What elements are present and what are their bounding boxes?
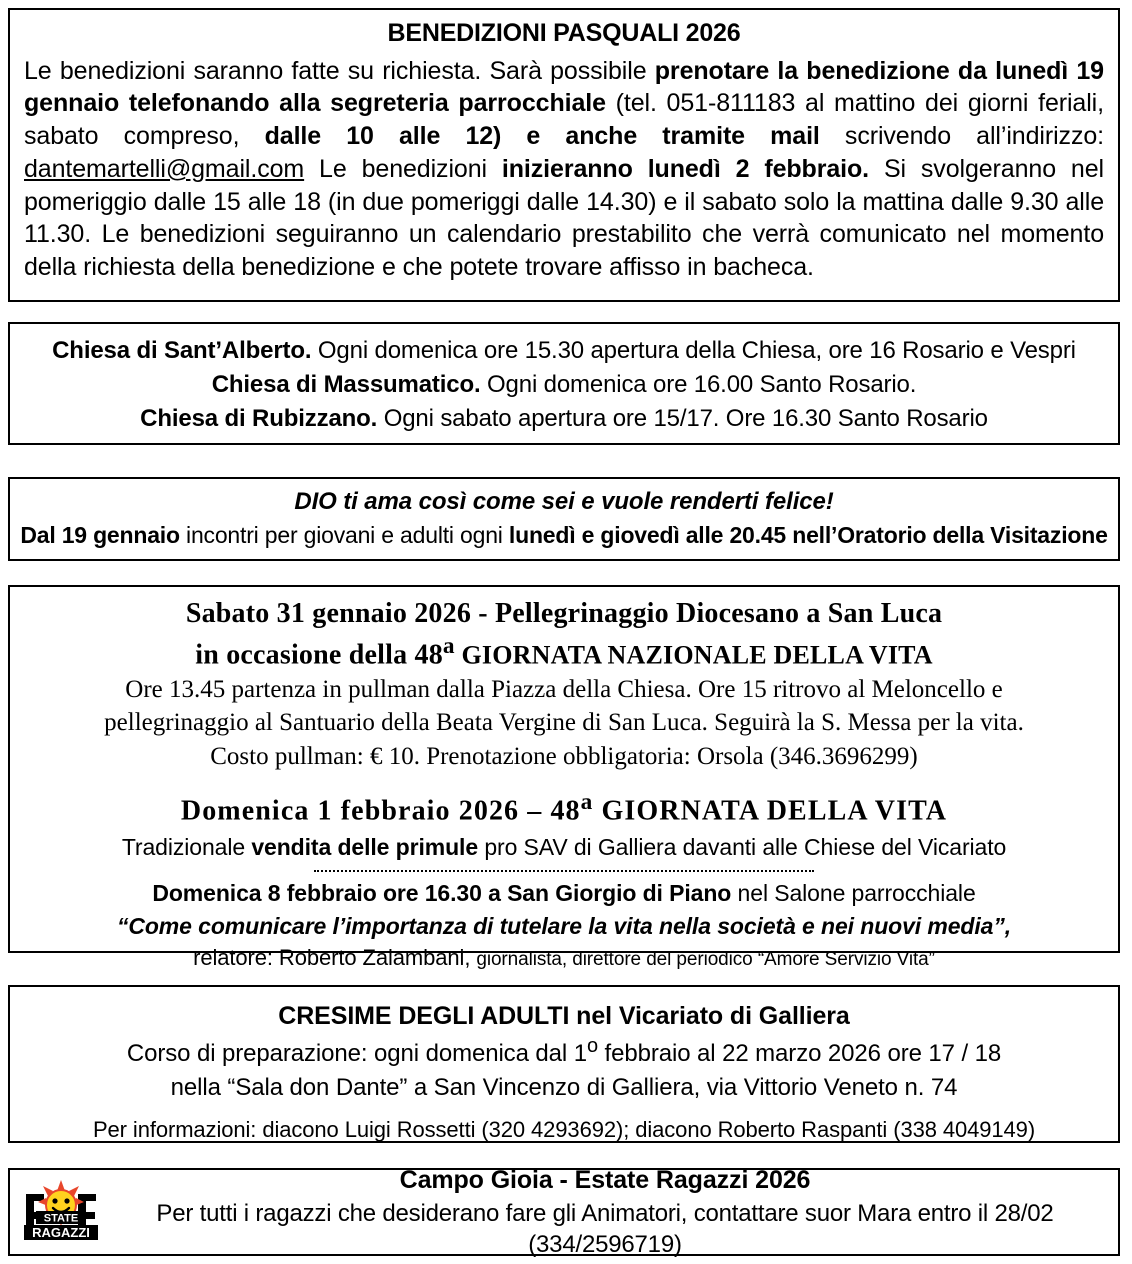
primule-bold: vendita delle primule [251, 833, 479, 860]
pellegrinaggio-heading-line2 [20, 632, 1108, 673]
primule-post: pro SAV di Galliera davanti alle Chiese del Vicariato [478, 833, 1007, 860]
chiesa-santalberto-name: Chiesa di Sant’Alberto. [52, 337, 312, 364]
dio-detail-bold: lunedì e giovedì alle 20.45 nell’Oratorio della Visitazione [508, 522, 1108, 548]
estate-ragazzi-logo [20, 1180, 102, 1244]
giornata-vita-heading-post: GIORNATA DELLA VITA [593, 795, 948, 827]
incontro-date-bold: Domenica 8 febbraio ore 16.30 a San Giorgio di Piano [152, 879, 732, 906]
chiesa-rubizzano-line [20, 402, 1108, 436]
orari-chiese-box [8, 322, 1120, 445]
cresime-info-line: Per informazioni: diacono Luigi Rossetti (320 4293692); diacono Roberto Raspanti (338 4049149) [92, 1117, 1036, 1143]
relatore-line [20, 944, 1108, 973]
campo-gioia-row [20, 1165, 1108, 1259]
logo-ragazzi-text: RAGAZZI [32, 1225, 90, 1240]
cresime-corso-line [20, 1032, 1108, 1071]
chiesa-santalberto-line [20, 334, 1108, 368]
relatore-role: giornalista, direttore del periodico “Amore Servizio Vita” [476, 948, 935, 970]
benedizioni-title: BENEDIZIONI PASQUALI 2026 [387, 19, 741, 47]
cresime-luogo-line: nella “Sala don Dante” a San Vincenzo di Galliera, via Vittorio Veneto n. 74 [170, 1074, 958, 1102]
incontro-place: nel Salone parrocchiale [731, 879, 976, 906]
dio-detail-mid: incontri per giovani e adulti ogni [179, 522, 509, 548]
pellegrinaggio-detail-line1: Ore 13.45 partenza in pullman dalla Piazza della Chiesa. Ore 15 ritrovo al Meloncello e [125, 675, 1003, 703]
relatore-name: relatore: Roberto Zalambani, [193, 944, 477, 970]
campo-gioia-subtitle: Per tutti i ragazzi che desiderano fare gli Animatori, contattare suor Mara entro il 28/02 (334/2596719) [156, 1200, 1054, 1259]
pellegrinaggio-ordinal-sup: a [442, 632, 455, 659]
giornata-vita-ordinal-sup: a [580, 789, 594, 816]
cresime-ordinal-sup: o [586, 1035, 598, 1058]
benedizioni-text-1: Le benedizioni saranno fatte su richiesta. Sarà possibile [24, 56, 655, 85]
dio-ti-ama-box [8, 477, 1120, 561]
email-link[interactable]: dantemartelli@gmail.com [24, 154, 305, 183]
giornata-vita-heading-pre: Domenica 1 febbraio 2026 – 48 [180, 795, 581, 827]
pellegrinaggio-giornata-vita-box [8, 585, 1120, 970]
incontro-8-febbraio-line [20, 878, 1108, 909]
campo-gioia-box [8, 1165, 1120, 1259]
dotted-separator [314, 870, 814, 872]
logo-estate-text: STATE [43, 1212, 79, 1225]
cresime-adulti-box [8, 985, 1120, 1143]
chiesa-rubizzano-detail: Ogni sabato apertura ore 15/17. Ore 16.30 Santo Rosario [377, 405, 988, 433]
pellegrinaggio-costo-line: Costo pullman: € 10. Prenotazione obbligatoria: Orsola (346.3696299) [210, 742, 918, 770]
primule-pre: Tradizionale [121, 833, 252, 860]
chiesa-rubizzano-name: Chiesa di Rubizzano. [140, 405, 378, 433]
campo-gioia-title: Campo Gioia - Estate Ragazzi 2026 [399, 1165, 811, 1194]
dio-ti-ama-detail [16, 521, 1112, 551]
benedizioni-text-4: dalle 10 alle 12) e anche tramite mail [264, 122, 820, 150]
benedizioni-text-2: prenotare la benedizione da lunedì 19 gennaio telefonando alla segreteria parrocchiale [24, 56, 1104, 118]
benedizioni-pasquali-box [8, 8, 1120, 302]
vendita-primule-line [20, 832, 1108, 863]
incontro-title-quote: “Come comunicare l’importanza di tutelare la vita nella società e nei nuovi media”, [116, 912, 1012, 939]
pellegrinaggio-heading-line1: Sabato 31 gennaio 2026 - Pellegrinaggio Diocesano a San Luca [185, 598, 943, 629]
chiesa-massumatico-line [20, 368, 1108, 402]
campo-gioia-text [102, 1164, 1108, 1261]
benedizioni-text-8: Si svolgeranno nel pomeriggio dalle 15 alle 18 (in due pomeriggi dalle 14.30) e il sabato solo la mattina dalle 9.30 alle 11.30. Le benedizioni seguiranno un calendario prestabilito che verrà comunicato nel momento della richiesta della benedizione e che potete trovare affisso in bacheca. [24, 154, 1104, 281]
giornata-vita-heading [20, 787, 1108, 830]
benedizioni-text-7: inizieranno lunedì 2 febbraio. [501, 154, 870, 183]
dio-date-bold: Dal 19 gennaio [20, 522, 180, 548]
chiesa-massumatico-detail: Ogni domenica ore 16.00 Santo Rosario. [480, 371, 917, 399]
dio-ti-ama-headline: DIO ti ama così come sei e vuole renderti felice! [294, 488, 834, 515]
benedizioni-text-3: (tel. 051-811183 al mattino dei giorni feriali, sabato compreso, [24, 89, 1104, 150]
benedizioni-paragraph [24, 55, 1104, 284]
benedizioni-text-5: scrivendo all’indirizzo: [819, 122, 1104, 150]
sun-smiley-icon [22, 1180, 100, 1244]
pellegrinaggio-heading-pre: in occasione della 48 [195, 639, 443, 671]
cresime-corso-pre: Corso di preparazione: ogni domenica dal 1 [126, 1040, 587, 1068]
cresime-title: CRESIME DEGLI ADULTI nel Vicariato di Galliera [278, 1002, 850, 1030]
benedizioni-text-6: Le benedizioni [304, 154, 502, 183]
pellegrinaggio-heading-post: GIORNATA NAZIONALE DELLA VITA [454, 640, 933, 670]
chiesa-massumatico-name: Chiesa di Massumatico. [211, 371, 481, 399]
chiesa-santalberto-detail: Ogni domenica ore 15.30 apertura della Chiesa, ore 16 Rosario e Vespri [311, 337, 1076, 364]
pellegrinaggio-detail-line2: pellegrinaggio al Santuario della Beata Vergine di San Luca. Seguirà la S. Messa per la vita. [104, 709, 1024, 737]
cresime-corso-post: febbraio al 22 marzo 2026 ore 17 / 18 [597, 1040, 1002, 1068]
